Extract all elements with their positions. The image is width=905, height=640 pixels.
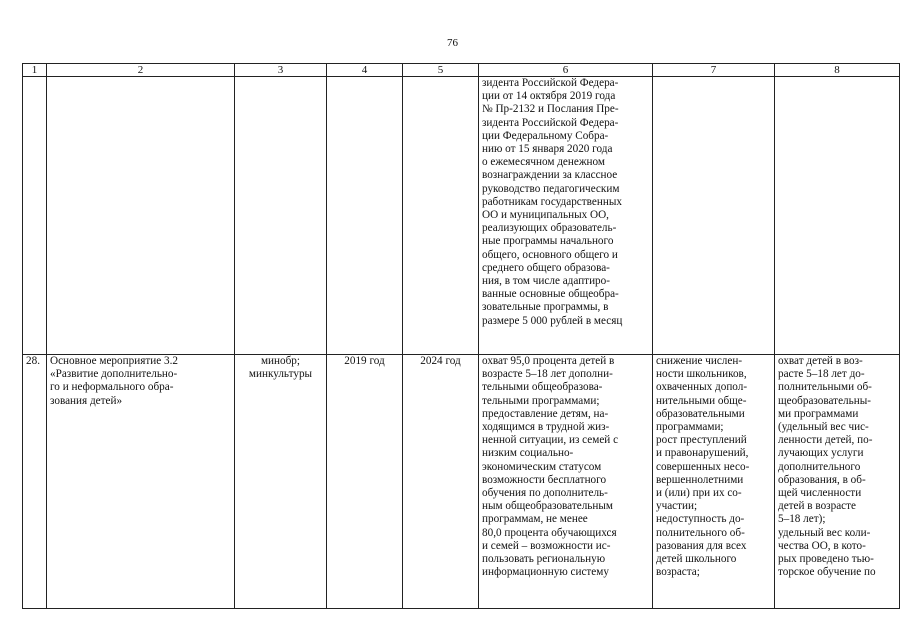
cell-empty [327, 77, 403, 355]
expected-result-cell: охват 95,0 процента детей в возрасте 5–18 лет дополни- тельными общеобразова- тельными программами; предоставление детям, на- ходящимся в трудной жиз- ненной ситуации, из семей с низким социально- экономическим статусом возможности бесплатного обучения по дополнитель- ным общеобразовательным программам, не менее 80,0 процента обучающихся и семей – возможности ис- пользовать региональную информационную систему [479, 355, 653, 609]
cell-empty [235, 77, 327, 355]
table-row [23, 355, 900, 609]
column-number: 8 [775, 64, 900, 77]
continuation-text-cell: зидента Российской Федера- ции от 14 октября 2019 года № Пр-2132 и Послания Пре- зидента Российской Федера- ции Федеральному Собра- нию от 15 января 2020 года о ежемесячном денежном вознаграждении за классное руководство педагогическим работникам государственных ОО и муниципальных ОО, реализующих образователь- ные программы начального общего, основного общего и среднего общего образова- ния, в том числе адаптиро- ванные основные общеобра- зовательные программы, в размере 5 000 рублей в месяц [479, 77, 653, 355]
executor-cell: минобр; минкультуры [235, 355, 327, 609]
column-numbers-row [23, 64, 900, 77]
end-year-cell: 2024 год [403, 355, 479, 609]
measure-name-cell: Основное мероприятие 3.2 «Развитие дополнительно- го и неформального обра- зования детей» [47, 355, 235, 609]
column-number: 6 [479, 64, 653, 77]
column-number: 2 [47, 64, 235, 77]
column-number: 5 [403, 64, 479, 77]
cell-empty [23, 77, 47, 355]
column-number: 1 [23, 64, 47, 77]
start-year-cell: 2019 год [327, 355, 403, 609]
measures-table [22, 63, 900, 609]
consequences-cell: снижение числен- ности школьников, охваченных допол- нительными обще- образовательными программами; рост преступлений и правонарушений, совершенных несо- вершеннолетними и (или) при их со- участии; недоступность до- полнительного об- разования для всех детей школьного возраста; [653, 355, 775, 609]
cell-empty [775, 77, 900, 355]
indicators-cell: охват детей в воз- расте 5–18 лет до- полнительными об- щеобразовательны- ми программами (удельный вес чис- ленности детей, по- лучающих услуги дополнительного образования, в об- щей численности детей в возрасте 5–18 лет); удельный вес коли- чества ОО, в кото- рых проведено тью- торское обучение по [775, 355, 900, 609]
cell-empty [403, 77, 479, 355]
column-number: 7 [653, 64, 775, 77]
cell-empty [47, 77, 235, 355]
row-number-cell: 28. [23, 355, 47, 609]
column-number: 4 [327, 64, 403, 77]
page-number: 76 [447, 37, 458, 49]
column-number: 3 [235, 64, 327, 77]
cell-empty [653, 77, 775, 355]
table-row [23, 77, 900, 355]
